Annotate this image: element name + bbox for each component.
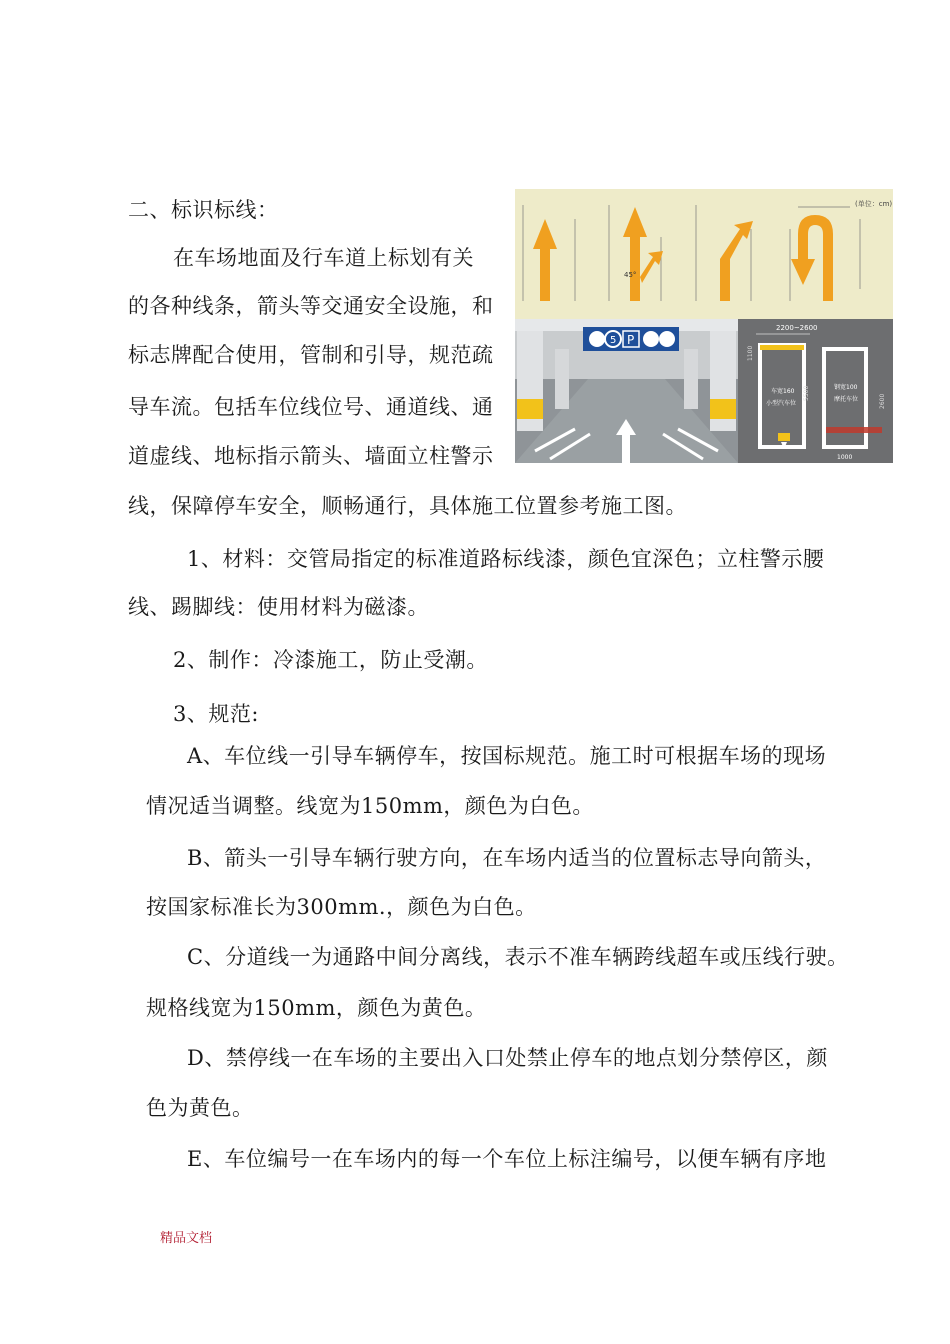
dim-side: 5500 [803, 385, 810, 401]
straight-arrow-icon [533, 219, 557, 301]
slot-text-3: 钢宽100 [834, 384, 858, 391]
sign-number: 5 [610, 335, 617, 346]
unit-label: (单位：cm) [855, 200, 893, 208]
spec-c-line-1: C、分道线一为通路中间分离线，表示不准车辆跨线超车或压线行驶。 [187, 945, 849, 969]
car-slot [760, 345, 804, 447]
slot-text-2: 小型汽车位 [766, 400, 797, 407]
sign-p: P [627, 333, 635, 347]
spec-a-line-1: A、车位线一引导车辆停车，按国标规范。施工时可根据车场的现场 [187, 744, 827, 768]
straight-turn-arrow-icon [623, 207, 647, 301]
watermark-bar [826, 427, 882, 433]
dim-height: 2600 [879, 393, 886, 409]
intro-line-1: 在车场地面及行车道上标划有关 [173, 246, 474, 270]
item-1-line-2: 线、踢脚线：使用材料为磁漆。 [128, 595, 429, 619]
item-3: 3、规范: [173, 702, 259, 726]
intro-line-6: 线，保障停车安全，顺畅通行，具体施工位置参考施工图。 [128, 494, 687, 518]
dim-right: 1100 [747, 345, 754, 361]
spec-e-line-1: E、车位编号一在车场内的每一个车位上标注编号，以便车辆有序地 [187, 1147, 827, 1171]
spec-d-line-1: D、禁停线一在车场的主要出入口处禁止停车的地点划分禁停区，颜 [187, 1046, 828, 1070]
u-turn-arrow-icon [791, 215, 833, 301]
item-2: 2、制作：冷漆施工，防止受潮。 [173, 648, 488, 672]
slot-text-1: 车宽160 [771, 388, 795, 395]
garage-photo [515, 319, 738, 463]
slot-text-4: 摩托车位 [834, 396, 859, 403]
section-heading: 二、标识标线： [128, 198, 279, 222]
spec-b-line-1: B、箭头一引导车辆行驶方向，在车场内适当的位置标志导向箭头， [187, 846, 827, 870]
dim-top: 2200~2600 [776, 324, 818, 332]
parking-spec-drawing [738, 319, 893, 463]
intro-line-4: 导车流。包括车位线位号、通道线、通 [128, 395, 494, 419]
dim-bottom: 1000 [837, 454, 853, 461]
spec-d-line-2: 色为黄色。 [146, 1096, 254, 1120]
intro-line-2: 的各种线条，箭头等交通安全设施，和 [128, 294, 494, 318]
angle-label: 45° [624, 271, 637, 279]
spec-c-line-2: 规格线宽为150mm，颜色为黄色。 [146, 996, 487, 1020]
spec-b-line-2: 按国家标准长为300mm.，颜色为白色。 [146, 895, 537, 919]
intro-line-5: 道虚线、地标指示箭头、墙面立柱警示 [128, 444, 494, 468]
footer-label: 精品文档 [160, 1231, 213, 1246]
spec-a-line-2: 情况适当调整。线宽为150mm，颜色为白色。 [146, 794, 594, 818]
marking-figure [515, 189, 893, 463]
arrow-diagrams [515, 189, 893, 319]
turn-arrow-icon [720, 221, 753, 301]
item-1-line-1: 1、材料：交管局指定的标准道路标线漆，颜色宜深色；立柱警示腰 [187, 547, 825, 571]
intro-line-3: 标志牌配合使用，管制和引导，规范疏 [128, 343, 494, 367]
